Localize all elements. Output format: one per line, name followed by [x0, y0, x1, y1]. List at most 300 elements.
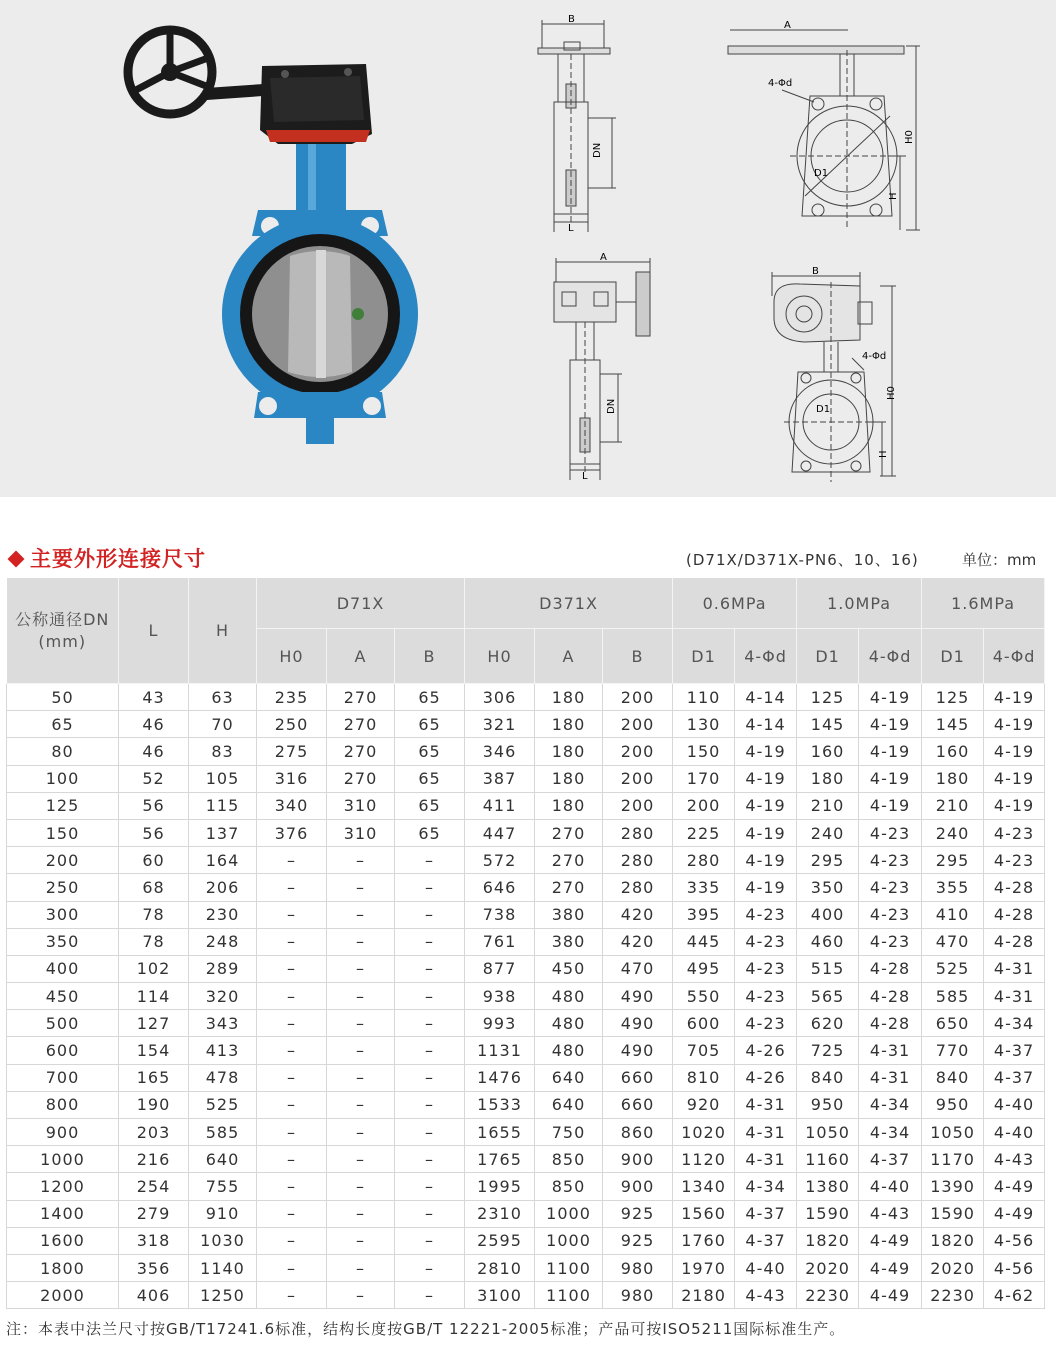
table-cell: 4-31: [735, 1091, 797, 1118]
table-cell: 1200: [7, 1173, 119, 1200]
table-cell: 46: [119, 711, 189, 738]
table-cell: 4-19: [735, 847, 797, 874]
table-cell: 1590: [797, 1200, 859, 1227]
subheader: A: [327, 629, 395, 684]
table-cell: –: [257, 1037, 327, 1064]
subheader: A: [535, 629, 603, 684]
dimension-table: [6, 578, 1045, 1309]
dim-l-label-2: L: [582, 471, 588, 482]
dim-d1-label: D1: [814, 168, 829, 179]
table-cell: 110: [673, 684, 735, 711]
table-cell: 1000: [535, 1200, 603, 1227]
table-cell: 646: [465, 874, 535, 901]
table-cell: 4-19: [984, 738, 1045, 765]
table-cell: –: [395, 901, 465, 928]
table-cell: –: [257, 955, 327, 982]
table-cell: 4-62: [984, 1282, 1045, 1309]
table-cell: 4-49: [859, 1227, 922, 1254]
table-cell: –: [327, 1200, 395, 1227]
table-cell: 4-31: [735, 1119, 797, 1146]
table-row: [7, 1200, 1045, 1227]
table-cell: 411: [465, 792, 535, 819]
table-cell: 295: [922, 847, 984, 874]
table-cell: –: [327, 1146, 395, 1173]
table-cell: 1170: [922, 1146, 984, 1173]
table-cell: 400: [797, 901, 859, 928]
table-cell: 1000: [535, 1227, 603, 1254]
table-cell: 203: [119, 1119, 189, 1146]
table-cell: 4-28: [859, 983, 922, 1010]
subheader: H0: [465, 629, 535, 684]
table-cell: 450: [7, 983, 119, 1010]
table-cell: 1250: [189, 1282, 257, 1309]
dim-d1-label-2: D1: [816, 404, 831, 415]
table-cell: 4-43: [859, 1200, 922, 1227]
table-cell: 2230: [922, 1282, 984, 1309]
table-cell: –: [257, 1146, 327, 1173]
subheader: D1: [922, 629, 984, 684]
table-cell: 68: [119, 874, 189, 901]
table-cell: 4-43: [984, 1146, 1045, 1173]
table-cell: 4-19: [735, 738, 797, 765]
table-cell: 180: [922, 765, 984, 792]
diamond-bullet-icon: [8, 551, 25, 568]
table-cell: 550: [673, 983, 735, 1010]
table-cell: 230: [189, 901, 257, 928]
table-cell: –: [327, 901, 395, 928]
table-cell: 2020: [922, 1254, 984, 1281]
table-row: [7, 983, 1045, 1010]
table-cell: 306: [465, 684, 535, 711]
table-cell: 4-40: [735, 1254, 797, 1281]
table-cell: 4-37: [735, 1227, 797, 1254]
table-cell: 525: [922, 955, 984, 982]
table-cell: 750: [535, 1119, 603, 1146]
table-cell: 755: [189, 1173, 257, 1200]
table-cell: –: [327, 1254, 395, 1281]
table-cell: 4-31: [735, 1146, 797, 1173]
table-cell: –: [257, 1010, 327, 1037]
side-view-drawing-d71x: [520, 10, 630, 242]
table-cell: –: [257, 1227, 327, 1254]
table-cell: 480: [535, 1037, 603, 1064]
table-cell: 350: [797, 874, 859, 901]
table-cell: 4-19: [859, 711, 922, 738]
table-cell: 1131: [465, 1037, 535, 1064]
table-cell: 770: [922, 1037, 984, 1064]
table-cell: 4-19: [984, 684, 1045, 711]
table-cell: 490: [603, 983, 673, 1010]
table-cell: 320: [189, 983, 257, 1010]
table-cell: 102: [119, 955, 189, 982]
table-cell: –: [257, 1282, 327, 1309]
table-cell: 250: [7, 874, 119, 901]
table-cell: 1050: [797, 1119, 859, 1146]
table-cell: 850: [535, 1173, 603, 1200]
table-cell: 127: [119, 1010, 189, 1037]
header-d371x: D371X: [465, 578, 673, 629]
table-cell: 316: [257, 765, 327, 792]
table-cell: 420: [603, 928, 673, 955]
table-cell: 380: [535, 901, 603, 928]
table-cell: 270: [327, 711, 395, 738]
table-row: [7, 1010, 1045, 1037]
table-cell: 495: [673, 955, 735, 982]
subheader: H0: [257, 629, 327, 684]
table-cell: 4-19: [859, 792, 922, 819]
table-row: [7, 765, 1045, 792]
table-cell: 164: [189, 847, 257, 874]
header-dn: 公称通径DN (mm): [7, 578, 119, 684]
table-cell: –: [395, 1282, 465, 1309]
table-cell: 43: [119, 684, 189, 711]
table-cell: 295: [797, 847, 859, 874]
dim-a-label-2: A: [600, 252, 607, 263]
side-view-drawing-d371x: [540, 252, 670, 488]
table-cell: 206: [189, 874, 257, 901]
table-cell: 4-40: [984, 1119, 1045, 1146]
table-row: [7, 1282, 1045, 1309]
table-cell: –: [395, 1254, 465, 1281]
table-cell: 600: [7, 1037, 119, 1064]
table-cell: 1120: [673, 1146, 735, 1173]
table-cell: 235: [257, 684, 327, 711]
table-cell: 4-37: [859, 1146, 922, 1173]
table-cell: 4-23: [735, 1010, 797, 1037]
table-cell: 1765: [465, 1146, 535, 1173]
table-cell: 65: [395, 792, 465, 819]
table-cell: 585: [189, 1119, 257, 1146]
table-cell: 910: [189, 1200, 257, 1227]
table-cell: 1100: [535, 1254, 603, 1281]
table-cell: 980: [603, 1254, 673, 1281]
table-cell: 640: [189, 1146, 257, 1173]
table-cell: 4-23: [735, 928, 797, 955]
table-cell: 80: [7, 738, 119, 765]
table-cell: 4-19: [859, 738, 922, 765]
table-cell: 280: [603, 847, 673, 874]
table-cell: 4-31: [984, 955, 1045, 982]
table-cell: 200: [7, 847, 119, 874]
table-cell: 900: [7, 1119, 119, 1146]
table-cell: 1050: [922, 1119, 984, 1146]
table-cell: 310: [327, 819, 395, 846]
table-cell: 225: [673, 819, 735, 846]
table-cell: 1020: [673, 1119, 735, 1146]
table-cell: 840: [922, 1064, 984, 1091]
table-cell: 810: [673, 1064, 735, 1091]
table-cell: 240: [922, 819, 984, 846]
subheader: 4-Φd: [735, 629, 797, 684]
table-cell: –: [395, 874, 465, 901]
table-cell: 105: [189, 765, 257, 792]
header-1-6mpa: 1.6MPa: [922, 578, 1045, 629]
table-cell: 200: [603, 792, 673, 819]
table-cell: 356: [119, 1254, 189, 1281]
table-cell: –: [395, 1173, 465, 1200]
table-cell: –: [395, 1200, 465, 1227]
table-cell: 920: [673, 1091, 735, 1118]
table-cell: 270: [535, 847, 603, 874]
table-cell: 1390: [922, 1173, 984, 1200]
table-cell: 2180: [673, 1282, 735, 1309]
table-cell: –: [395, 1037, 465, 1064]
table-cell: 950: [922, 1091, 984, 1118]
table-cell: –: [395, 1146, 465, 1173]
table-cell: 321: [465, 711, 535, 738]
table-cell: –: [257, 1173, 327, 1200]
table-cell: 4-49: [984, 1173, 1045, 1200]
table-cell: –: [257, 1064, 327, 1091]
subheader: D1: [673, 629, 735, 684]
table-cell: 1030: [189, 1227, 257, 1254]
table-cell: 850: [535, 1146, 603, 1173]
table-cell: 4-40: [859, 1173, 922, 1200]
table-cell: 515: [797, 955, 859, 982]
table-cell: 52: [119, 765, 189, 792]
subheader: 4-Φd: [859, 629, 922, 684]
table-row: [7, 1173, 1045, 1200]
table-cell: 56: [119, 792, 189, 819]
table-cell: –: [327, 1037, 395, 1064]
table-cell: 4-34: [735, 1173, 797, 1200]
table-cell: 4-28: [984, 928, 1045, 955]
table-cell: –: [327, 1064, 395, 1091]
table-cell: 2810: [465, 1254, 535, 1281]
table-cell: 210: [922, 792, 984, 819]
table-cell: 4-28: [859, 955, 922, 982]
table-cell: 460: [797, 928, 859, 955]
table-cell: 270: [535, 819, 603, 846]
table-cell: 925: [603, 1227, 673, 1254]
section-header: [0, 536, 1056, 576]
table-cell: 565: [797, 983, 859, 1010]
table-cell: 725: [797, 1037, 859, 1064]
table-cell: 216: [119, 1146, 189, 1173]
table-cell: –: [395, 1091, 465, 1118]
table-cell: 705: [673, 1037, 735, 1064]
table-cell: 490: [603, 1037, 673, 1064]
table-cell: 180: [535, 738, 603, 765]
table-cell: 650: [922, 1010, 984, 1037]
table-cell: 395: [673, 901, 735, 928]
table-cell: 406: [119, 1282, 189, 1309]
table-cell: 4-43: [735, 1282, 797, 1309]
table-cell: –: [327, 1282, 395, 1309]
table-cell: –: [327, 1227, 395, 1254]
table-cell: 310: [327, 792, 395, 819]
table-cell: 877: [465, 955, 535, 982]
table-cell: 180: [797, 765, 859, 792]
table-row: [7, 1254, 1045, 1281]
table-cell: 761: [465, 928, 535, 955]
subheader: B: [603, 629, 673, 684]
unit-label: 单位：mm: [962, 551, 1037, 569]
table-cell: 840: [797, 1064, 859, 1091]
table-cell: 180: [535, 711, 603, 738]
table-row: [7, 1119, 1045, 1146]
dim-dn-label: DN: [592, 142, 603, 158]
footnote: 注：本表中法兰尺寸按GB/T17241.6标准，结构长度按GB/T 12221-2005标准；产品可按ISO5211国际标准生产。: [6, 1320, 846, 1338]
table-cell: 600: [673, 1010, 735, 1037]
front-view-drawing-d71x: [720, 16, 930, 242]
table-cell: 480: [535, 983, 603, 1010]
table-cell: 4-19: [735, 819, 797, 846]
table-cell: 500: [7, 1010, 119, 1037]
table-cell: 1380: [797, 1173, 859, 1200]
bolt-hole-label-2: 4-Φd: [862, 351, 887, 362]
dim-dn-label-2: DN: [606, 398, 617, 414]
table-row: [7, 1064, 1045, 1091]
table-cell: 660: [603, 1091, 673, 1118]
table-cell: 1400: [7, 1200, 119, 1227]
table-cell: 4-19: [984, 765, 1045, 792]
table-cell: 4-31: [984, 983, 1045, 1010]
table-cell: 145: [797, 711, 859, 738]
table-row: [7, 738, 1045, 765]
table-cell: –: [395, 983, 465, 1010]
table-row: [7, 928, 1045, 955]
table-cell: –: [257, 1200, 327, 1227]
table-row: [7, 1146, 1045, 1173]
table-cell: 200: [603, 711, 673, 738]
table-cell: 1655: [465, 1119, 535, 1146]
table-cell: 800: [7, 1091, 119, 1118]
table-cell: 1160: [797, 1146, 859, 1173]
table-body: [7, 684, 1045, 1309]
table-cell: –: [327, 955, 395, 982]
table-cell: 620: [797, 1010, 859, 1037]
table-row: [7, 847, 1045, 874]
table-cell: 4-31: [859, 1037, 922, 1064]
table-cell: 450: [535, 955, 603, 982]
table-cell: 490: [603, 1010, 673, 1037]
table-cell: 925: [603, 1200, 673, 1227]
table-cell: 4-23: [984, 847, 1045, 874]
table-cell: 200: [603, 684, 673, 711]
subheader: D1: [797, 629, 859, 684]
table-cell: 380: [535, 928, 603, 955]
table-cell: –: [257, 1119, 327, 1146]
dim-b-label-2: B: [812, 266, 819, 277]
table-cell: 4-23: [735, 983, 797, 1010]
table-cell: 900: [603, 1146, 673, 1173]
table-cell: 4-19: [984, 711, 1045, 738]
table-cell: 270: [327, 765, 395, 792]
table-cell: 4-37: [984, 1037, 1045, 1064]
table-cell: 660: [603, 1064, 673, 1091]
table-cell: 1000: [7, 1146, 119, 1173]
table-cell: –: [257, 983, 327, 1010]
dim-l-label: L: [568, 223, 574, 234]
table-cell: 65: [395, 711, 465, 738]
table-cell: 318: [119, 1227, 189, 1254]
table-cell: –: [395, 1064, 465, 1091]
table-cell: 4-23: [859, 928, 922, 955]
table-cell: 125: [7, 792, 119, 819]
table-cell: 114: [119, 983, 189, 1010]
table-cell: 413: [189, 1037, 257, 1064]
table-cell: 270: [535, 874, 603, 901]
table-cell: 150: [673, 738, 735, 765]
table-cell: 4-26: [735, 1037, 797, 1064]
table-cell: 4-23: [859, 901, 922, 928]
table-cell: 376: [257, 819, 327, 846]
table-cell: 1970: [673, 1254, 735, 1281]
table-cell: 4-34: [984, 1010, 1045, 1037]
table-cell: 4-23: [984, 819, 1045, 846]
table-cell: 4-19: [859, 684, 922, 711]
table-cell: 280: [603, 874, 673, 901]
table-cell: 190: [119, 1091, 189, 1118]
table-cell: 4-23: [859, 847, 922, 874]
table-cell: –: [395, 928, 465, 955]
table-cell: 4-56: [984, 1227, 1045, 1254]
table-cell: 160: [797, 738, 859, 765]
table-cell: 4-26: [735, 1064, 797, 1091]
table-cell: 60: [119, 847, 189, 874]
table-cell: 46: [119, 738, 189, 765]
table-cell: 4-19: [984, 792, 1045, 819]
table-cell: –: [327, 874, 395, 901]
table-cell: 4-37: [735, 1200, 797, 1227]
table-cell: –: [257, 874, 327, 901]
table-cell: 4-23: [735, 901, 797, 928]
table-cell: 145: [922, 711, 984, 738]
table-cell: 2020: [797, 1254, 859, 1281]
table-cell: 4-49: [859, 1282, 922, 1309]
table-cell: 150: [7, 819, 119, 846]
table-cell: 200: [603, 765, 673, 792]
table-cell: 4-23: [735, 955, 797, 982]
table-cell: 2310: [465, 1200, 535, 1227]
table-row: [7, 819, 1045, 846]
table-cell: 585: [922, 983, 984, 1010]
table-cell: 1800: [7, 1254, 119, 1281]
table-cell: 950: [797, 1091, 859, 1118]
table-cell: 130: [673, 711, 735, 738]
table-cell: 4-23: [859, 874, 922, 901]
dim-h0-label-2: H0: [886, 386, 897, 400]
table-cell: 900: [603, 1173, 673, 1200]
table-cell: 270: [327, 684, 395, 711]
table-cell: 180: [535, 792, 603, 819]
table-cell: 938: [465, 983, 535, 1010]
table-cell: 1476: [465, 1064, 535, 1091]
table-cell: 280: [673, 847, 735, 874]
front-view-drawing-d371x: [760, 262, 910, 488]
table-cell: –: [327, 1091, 395, 1118]
table-row: [7, 901, 1045, 928]
table-cell: 480: [535, 1010, 603, 1037]
table-cell: 78: [119, 928, 189, 955]
table-cell: 210: [797, 792, 859, 819]
header-0-6mpa: 0.6MPa: [673, 578, 797, 629]
table-cell: 65: [395, 819, 465, 846]
table-cell: 240: [797, 819, 859, 846]
table-cell: –: [327, 983, 395, 1010]
table-row: [7, 1037, 1045, 1064]
table-cell: –: [327, 928, 395, 955]
table-cell: –: [327, 1173, 395, 1200]
table-cell: 250: [257, 711, 327, 738]
table-cell: 65: [395, 738, 465, 765]
table-cell: 993: [465, 1010, 535, 1037]
table-cell: 280: [603, 819, 673, 846]
section-title-text: 主要外形连接尺寸: [30, 547, 206, 571]
model-range: (D71X/D371X-PN6、10、16): [686, 551, 919, 569]
table-cell: 4-28: [984, 874, 1045, 901]
